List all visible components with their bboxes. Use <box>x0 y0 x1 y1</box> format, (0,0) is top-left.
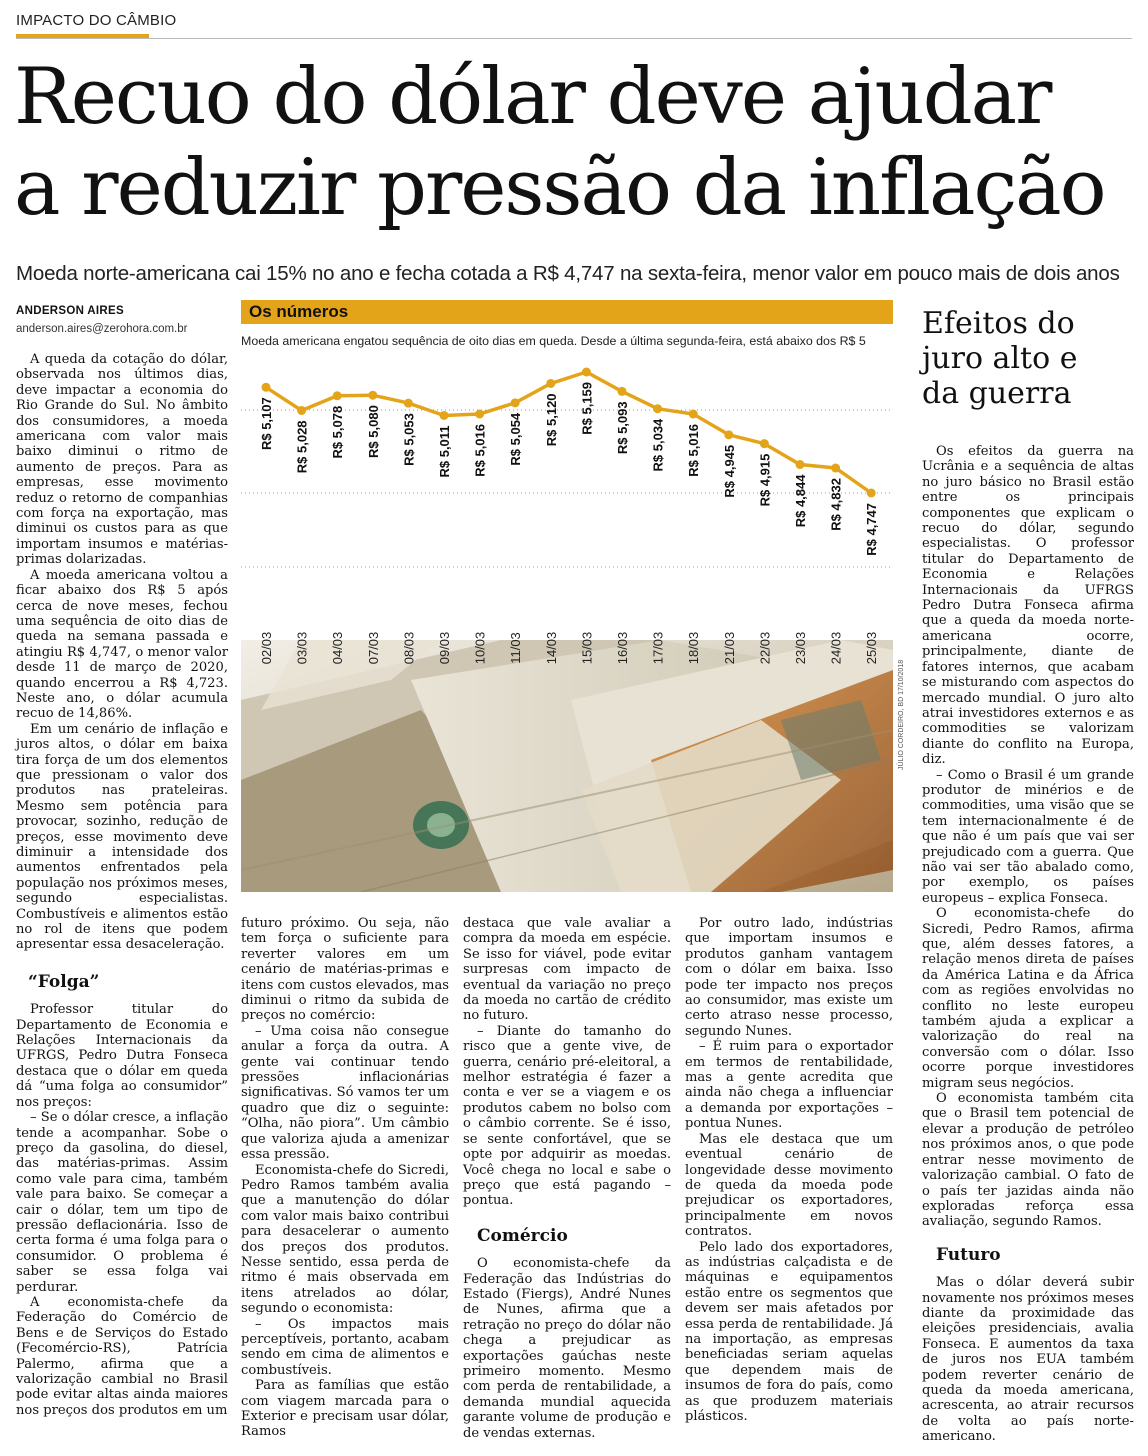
paragraph: – É ruim para o exportador em termos de rentabilidade, mas a gente acredita que ainda não chega a influenciar a demanda por exportações – pontua Nunes. <box>685 1039 893 1132</box>
article-column-4 <box>685 916 893 1424</box>
paragraph: Mas ele destaca que um eventual cenário de longevidade desse movimento de queda da moeda pode prejudicar os exportadores, principalmente em novos contratos. <box>685 1131 893 1240</box>
headline-line-2: a reduzir pressão da inflação <box>14 143 1105 233</box>
paragraph: Os efeitos da guerra na Ucrânia e a sequência de altas no juro básico no Brasil estão entre os principais componentes que explicam o recuo do dólar, segundo especialistas. O professor titular do Departamento de Economia e Relações Internacionais da UFRGS Pedro Dutra Fonseca afirma que a queda da moeda norte-americana ocorre, principalmente, diante de fatores internos, que acabam se misturando com aspectos do mercado mundial. O juro alto atrai investidores externos e as commodities se valorizam diante do conflito na Europa, diz. <box>922 444 1134 768</box>
paragraph: – Como o Brasil é um grande produtor de minérios e de commodities, uma visão que se tem internacionalmente é de que não é um país que vai ser prejudicado com a guerra. Que não vai ser tão abalado como, por exemplo, os países europeus – explica Fonseca. <box>922 767 1134 906</box>
article-column-2 <box>241 916 449 1440</box>
x-tick-label: 16/03 <box>615 631 630 665</box>
x-tick-label: 04/03 <box>330 631 346 665</box>
data-label: R$ 5,034 <box>650 418 666 472</box>
data-label: R$ 4,747 <box>864 503 880 556</box>
paragraph: – Os impactos mais perceptíveis, portanto, acabam sendo em cima de alimentos e combustíveis. <box>241 1316 449 1378</box>
data-label: R$ 5,159 <box>579 382 595 435</box>
data-point <box>867 489 876 498</box>
data-label: R$ 5,054 <box>508 412 524 466</box>
paragraph: – Uma coisa não consegue anular a força da outra. A gente vai continuar tendo pressões inflacionárias significativas. Só vamos ter um quadro que diz o seguinte: “Olha, não piora”. Um câmbio que valoriza ajuda a amenizar essa pressão. <box>241 1023 449 1163</box>
data-label: R$ 5,080 <box>365 405 381 458</box>
data-point <box>724 430 733 439</box>
x-tick-label: 23/03 <box>793 631 808 665</box>
photo-credit: JÚLIO CORDEIRO, BD 17/10/2018 <box>898 659 905 770</box>
paragraph: futuro próximo. Ou seja, não tem força o suficiente para reverter valores em um cenário de matérias-primas e itens com custos elevados, mas diminui o ritmo da subida de preços no comércio: <box>241 916 449 1024</box>
paragraph: Pelo lado dos exportadores, as indústrias calçadista e de máquinas e equipamentos estão entre os segmentos que devem ser mais afetados por essa perda de rentabilidade. Já na importação, as empresas beneficiadas seriam aquelas que dependem mais de insumos de fora do país, como as que produzem materiais plásticos. <box>685 1239 893 1424</box>
data-label: R$ 4,945 <box>721 444 737 498</box>
subtitle-futuro: Futuro <box>936 1244 1001 1265</box>
paragraph: O economista também cita que o Brasil tem potencial de elevar a produção de petróleo nos próximos anos, o que pode entrar nesse movimento de valorização cambial. O fato de o país ter jazidas ainda não exploradas reforça essa avaliação, segundo Ramos. <box>922 1091 1134 1230</box>
data-point <box>831 464 840 473</box>
x-tick-label: 22/03 <box>757 631 773 665</box>
series-line <box>266 372 871 493</box>
x-tick-label: 17/03 <box>650 631 666 665</box>
x-tick-label: 09/03 <box>437 631 452 665</box>
subtitle-folga: “Folga” <box>28 971 100 992</box>
dollar-rate-line-chart <box>241 352 893 692</box>
data-point <box>333 391 342 400</box>
data-point <box>475 409 484 418</box>
data-label: R$ 5,016 <box>472 423 488 477</box>
data-point <box>653 404 662 413</box>
infobox-title: Os números <box>249 302 349 321</box>
x-tick-label: 07/03 <box>365 631 381 665</box>
paragraph: A moeda americana voltou a ficar abaixo dos R$ 5 após cerca de nove meses, fechou uma sequência de oito dias de queda na semana passada e atingiu R$ 4,747, o menor valor desde 11 de março de 2020, quando encerrou a R$ 4,723. Neste ano, o dólar acumula recuo de 14,86%. <box>16 567 228 722</box>
infobox-caption: Moeda americana engatou sequência de oito dias em queda. Desde a última segunda-feira, está abaixo dos R$ 5 <box>241 334 866 348</box>
data-label: R$ 4,832 <box>828 478 844 531</box>
paragraph: – Se o dólar cresce, a inflação tende a acompanhar. Sobe o preço da gasolina, do diesel, das matérias-primas. Assim como vale para cima, também vale para baixo. Se começar a cair o dólar, tem um tipo de pressão deflacionária. Isso de certa forma é uma folga para o consumidor. O problema é saber se essa folga vai perdurar. <box>16 1110 228 1295</box>
paragraph: Economista-chefe do Sicredi, Pedro Ramos também avalia que a manutenção do dólar com valor mais baixo contribui para desacelerar o aumento dos preços dos produtos. Nesse sentido, essa perda de ritmo é mais observada em itens atrelados ao dólar, segundo o economista: <box>241 1162 449 1317</box>
paragraph: Em um cenário de inflação e juros altos, o dólar em baixa tira força de um dos elementos que pressionam o valor dos produtos nas prateleiras. Mesmo sem potência para provocar, sozinho, redução de preços, esse movimento deve diminuir a intensidade dos aumentos enfrentados pela população nos próximos meses, segundo especialistas. Combustíveis e alimentos estão no rol de itens que podem apresentar essa desaceleração. <box>16 721 228 953</box>
sidebar-title-line-1: Efeitos do <box>922 306 1075 341</box>
subheadline: Moeda norte-americana cai 15% no ano e fecha cotada a R$ 4,747 na sexta-feira, menor valor em pouco mais de dois anos <box>16 262 1120 285</box>
x-tick-label: 21/03 <box>721 631 737 665</box>
headline-line-1: Recuo do dólar deve ajudar <box>14 52 1051 142</box>
x-tick-label: 15/03 <box>579 631 595 665</box>
paragraph: A economista-chefe da Federação do Comércio de Bens e de Serviços do Estado (Fecomércio-RS), Patrícia Palermo, afirma que a valorização cambial no Brasil pode evitar altas ainda maiores nos preços dos produtos em um <box>16 1294 228 1418</box>
data-label: R$ 5,107 <box>259 397 274 451</box>
paragraph: Para as famílias que estão com viagem marcada para o Exterior e precisam usar dólar, Ramos <box>241 1378 449 1440</box>
data-point <box>297 406 306 415</box>
paragraph: destaca que vale avaliar a compra da moeda em espécie. Se isso for viável, pode evitar surpresas com impacto de eventual da variação no preço da moeda no cartão de crédito no futuro. <box>463 916 671 1024</box>
paragraph: Por outro lado, indústrias que importam insumos e produtos ganham vantagem com o dólar em baixa. Isso pode ter impacto nos preços ao consumidor, mas existe um certo atraso nesse processo, segundo Nunes. <box>685 916 893 1039</box>
article-column-1 <box>16 352 228 1418</box>
sidebar-title <box>922 306 1142 411</box>
x-tick-label: 02/03 <box>259 631 274 665</box>
paragraph: O economista-chefe da Federação das Indústrias do Estado (Fiergs), André Nunes de Nunes, afirma que a retração no preço do dólar não chega a prejudicar as exportações gaúchas neste primeiro momento. Mesmo com perda de rentabilidade, a demanda mundial aquecida garante volume de produção e de vendas externas. <box>463 1256 671 1441</box>
sidebar-title-line-2: juro alto e <box>922 341 1078 376</box>
subtitle-comercio: Comércio <box>477 1225 568 1246</box>
data-label: R$ 5,016 <box>686 423 702 477</box>
byline-email: anderson.aires@zerohora.com.br <box>16 323 188 335</box>
x-tick-label: 14/03 <box>543 631 559 665</box>
article-column-3 <box>463 916 671 1441</box>
data-label: R$ 5,120 <box>543 393 559 447</box>
section-rule <box>16 38 1132 39</box>
data-label: R$ 5,028 <box>294 420 310 474</box>
data-label: R$ 5,011 <box>437 425 452 478</box>
headline <box>14 52 1134 234</box>
data-point <box>796 460 805 469</box>
data-label: R$ 5,053 <box>401 413 417 466</box>
x-tick-label: 08/03 <box>401 631 417 665</box>
data-point <box>368 391 377 400</box>
byline-author: ANDERSON AIRES <box>16 305 124 317</box>
sidebar-title-line-3: da guerra <box>922 376 1072 411</box>
data-point <box>262 383 271 392</box>
x-tick-label: 03/03 <box>294 631 310 665</box>
paragraph: O economista-chefe do Sicredi, Pedro Ramos, afirma que, além desses fatores, a relação menos direta de países da América Latina e da África com as regiões envolvidas no conflito no leste europeu também ajuda a explicar a valorização do real na conversão com o dólar. Isso ocorre porque investidores migram seus negócios. <box>922 906 1134 1091</box>
x-tick-label: 25/03 <box>864 631 880 665</box>
paragraph: Professor titular do Departamento de Economia e Relações Internacionais da UFRGS, Pedro Dutra Fonseca destaca que o dólar em queda dá “uma folga ao consumidor” nos preços: <box>16 1002 228 1110</box>
data-point <box>546 379 555 388</box>
x-tick-label: 11/03 <box>508 632 524 664</box>
data-point <box>618 387 627 396</box>
data-label: R$ 5,093 <box>615 401 630 455</box>
data-label: R$ 5,078 <box>330 405 346 459</box>
data-point <box>404 399 413 408</box>
x-tick-label: 24/03 <box>828 631 844 665</box>
data-point <box>760 439 769 448</box>
section-tag: IMPACTO DO CÂMBIO <box>16 12 177 29</box>
paragraph: Mas o dólar deverá subir novamente nos próximos meses diante da proximidade das eleições presidenciais, avalia Fonseca. E aumentos da taxa de juros nos EUA também podem reverter cenário de queda da moeda americana, acrescenta, ao atrair recursos de volta ao país norte-americano. <box>922 1275 1134 1445</box>
data-point <box>689 409 698 418</box>
data-point <box>511 398 520 407</box>
paragraph: – Diante do tamanho do risco que a gente vive, de guerra, cenário pré-eleitoral, a melhor estratégia é fazer a conta e ver se a viagem e os produtos cabem no bolso com o câmbio corrente. Se é isso, se sente confortável, que se opte por adquirir as moedas. Você chega no local e sabe o preço que está pagando – pontua. <box>463 1023 671 1209</box>
paragraph: A queda da cotação do dólar, observada nos últimos dias, deve impactar a economia do Rio Grande do Sul. No âmbito dos consumidores, a moeda americana com valor mais baixo diminui o ritmo de aumento de preços. Para as empresas, esse movimento reduz o retorno de companhias com força na exportação, mas diminui os custos para as que importam insumos e matérias-primas dolarizadas. <box>16 352 228 568</box>
data-label: R$ 4,844 <box>793 474 808 528</box>
x-tick-label: 18/03 <box>686 631 702 665</box>
data-point <box>582 368 591 377</box>
data-label: R$ 4,915 <box>757 453 773 507</box>
x-tick-label: 10/03 <box>472 631 488 665</box>
data-point <box>440 411 449 420</box>
sidebar-column <box>922 444 1134 1445</box>
